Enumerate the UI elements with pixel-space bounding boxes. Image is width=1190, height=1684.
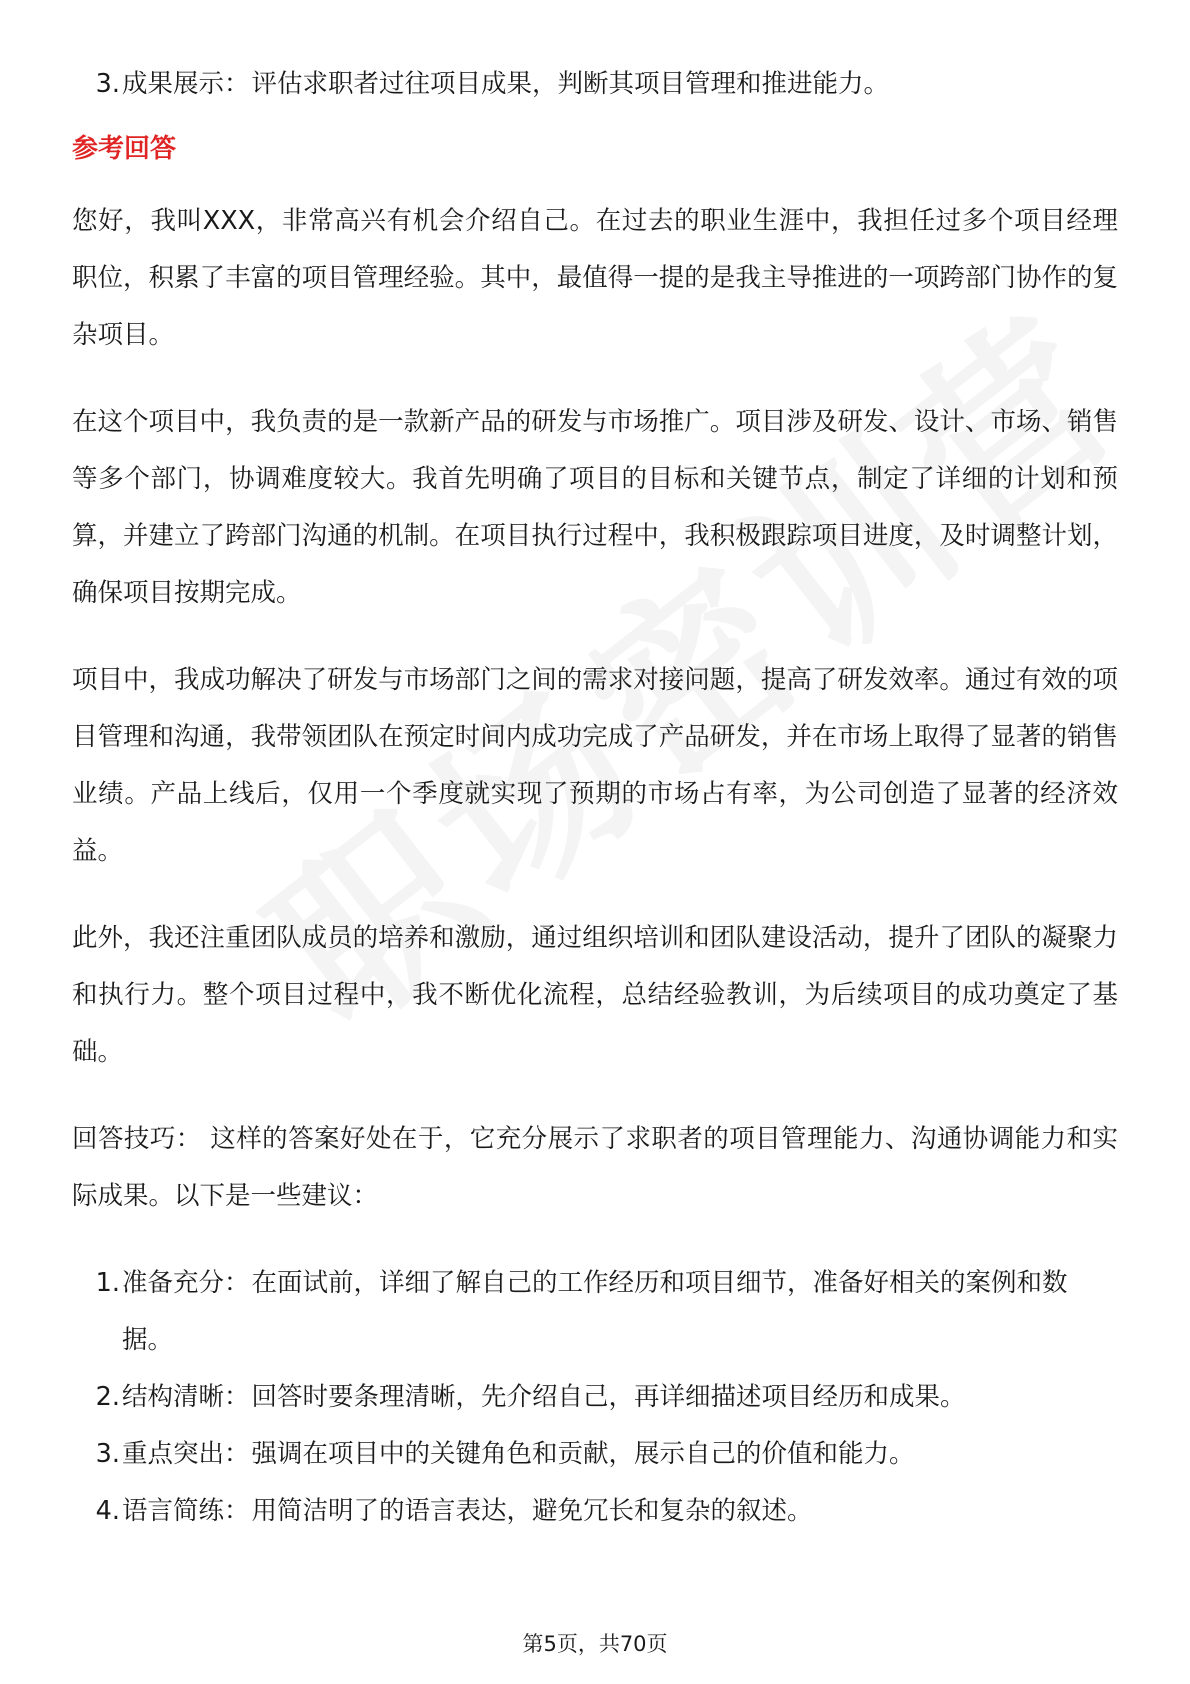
list-text [122,1369,1118,1426]
answer-paragraph-1: 您好，我叫XXX，非常高兴有机会介绍自己。在过去的职业生涯中，我担任过多个项目经理职位，积累了丰富的项目管理经验。其中，最值得一提的是我主导推进的一项跨部门协作的复杂项目。 [72,206,1118,350]
list-item [72,1483,1118,1540]
list-body: 强调在项目中的关键角色和贡献，展示自己的价值和能力。 [251,1439,915,1469]
tips-intro-paragraph: 回答技巧： 这样的答案好处在于，它充分展示了求职者的项目管理能力、沟通协调能力和实际成果。以下是一些建议： [72,1124,1118,1211]
list-text [122,56,1118,113]
list-label: 语言简练： [122,1496,250,1526]
section-heading: 参考回答 [72,134,177,164]
list-body: 评估求职者过往项目成果，判断其项目管理和推进能力。 [251,69,890,99]
list-text [122,1255,1118,1369]
page-footer: 第5页，共70页 [522,1632,668,1656]
list-number: 3. [95,1439,120,1469]
list-number: 2. [95,1382,120,1412]
list-item [72,1426,1118,1483]
list-number: 3. [95,69,120,99]
answer-paragraph-3: 项目中，我成功解决了研发与市场部门之间的需求对接问题，提高了研发效率。通过有效的项目管理和沟通，我带领团队在预定时间内成功完成了产品研发，并在市场上取得了显著的销售业绩。产品上线后，仅用一个季度就实现了预期的市场占有率，为公司创造了显著的经济效益。 [72,665,1118,866]
list-body: 用简洁明了的语言表达，避免冗长和复杂的叙述。 [251,1496,813,1526]
list-label: 结构清晰： [122,1382,250,1412]
list-label: 准备充分： [122,1268,250,1298]
list-body: 在面试前，详细了解自己的工作经历和项目细节，准备好相关的案例和数据。 [122,1268,1068,1355]
criteria-list [72,56,1118,113]
list-number: 1. [95,1268,120,1298]
list-body: 回答时要条理清晰，先介绍自己，再详细描述项目经历和成果。 [251,1382,966,1412]
tips-list [72,1255,1118,1540]
list-text [122,1426,1118,1483]
page-content [72,56,1118,1540]
list-number: 4. [95,1496,120,1526]
list-item [72,56,1118,113]
answer-paragraph-2: 在这个项目中，我负责的是一款新产品的研发与市场推广。项目涉及研发、设计、市场、销售等多个部门，协调难度较大。我首先明确了项目的目标和关键节点，制定了详细的计划和预算，并建立了跨部门沟通的机制。在项目执行过程中，我积极跟踪项目进度，及时调整计划，确保项目按期完成。 [72,407,1118,608]
list-item [72,1369,1118,1426]
answer-paragraph-4: 此外，我还注重团队成员的培养和激励，通过组织培训和团队建设活动，提升了团队的凝聚力和执行力。整个项目过程中，我不断优化流程，总结经验教训，为后续项目的成功奠定了基础。 [72,923,1118,1067]
list-text [122,1483,1118,1540]
list-label: 重点突出： [122,1439,250,1469]
list-item [72,1255,1118,1369]
list-label: 成果展示： [122,69,250,99]
